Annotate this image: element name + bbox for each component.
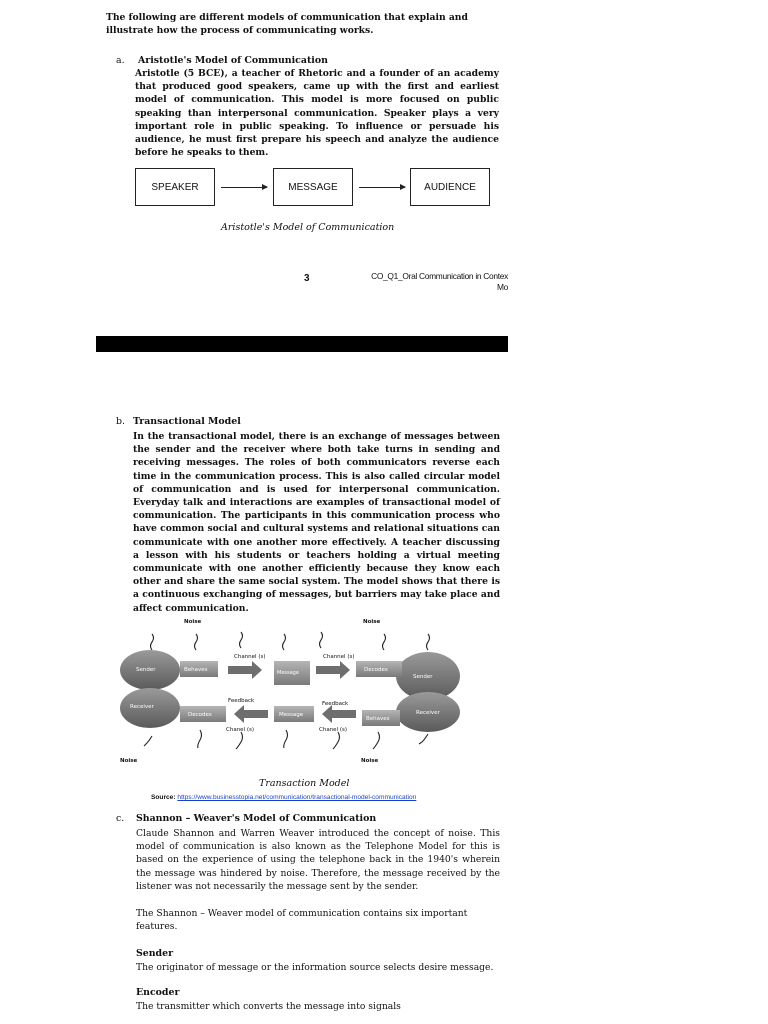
- section-c-title: Shannon – Weaver's Model of Communication: [136, 813, 377, 824]
- sender-label: Sender: [136, 667, 156, 673]
- feedback-label: Feedback: [228, 698, 255, 704]
- chanel-label: Chanel (s): [226, 727, 254, 733]
- decodes-label: Decodes: [188, 712, 212, 718]
- document-page-4: [96, 352, 508, 1024]
- noise-squiggle: [383, 634, 386, 650]
- noise-squiggle: [283, 634, 286, 650]
- receiver-label: Receiver: [416, 710, 440, 716]
- section-a-body: Aristotle (5 BCE), a teacher of Rhetoric and a founder of an academy that produced good speakers, came up with the first and earliest model of communication. This model is more focused on public speaking than interpersonal communication. Speaker plays a very important role in public speaking. To influence or persuade his audience, he must first prepare his speech and analyze the audience before he speaks to them.: [135, 68, 499, 159]
- section-a-label: a.: [116, 55, 125, 66]
- arrow-right-1: [228, 661, 262, 679]
- features-intro: The Shannon – Weaver model of communication contains six important features.: [136, 908, 468, 933]
- noise-label: Noise: [120, 758, 138, 764]
- section-a-caption: Aristotle's Model of Communication: [221, 222, 395, 233]
- noise-squiggle: [284, 730, 288, 748]
- term-sender-definition: The originator of message or the information source selects desire message.: [136, 962, 494, 973]
- noise-label: Noise: [361, 758, 379, 764]
- document-page-3: [96, 0, 508, 300]
- channel-label: Channel (s): [234, 654, 266, 660]
- term-encoder: Encoder: [136, 987, 180, 998]
- source-link[interactable]: https://www.businesstopia.net/communication/transactional-model-communication: [177, 794, 417, 801]
- source-line: [151, 794, 416, 801]
- noise-squiggle: [144, 736, 152, 746]
- noise-squiggle: [419, 734, 428, 744]
- feedback-label: Feedback: [322, 701, 349, 707]
- arrow-left-2: [322, 705, 356, 723]
- message-box: MESSAGE: [273, 168, 353, 206]
- footer-code: [371, 271, 508, 293]
- page-separator-bar: [96, 336, 508, 352]
- noise-squiggle: [427, 634, 430, 650]
- receiver-label: Receiver: [130, 704, 154, 710]
- arrow-speaker-message: [221, 187, 267, 188]
- page-number: 3: [304, 273, 310, 284]
- behaves-label: Behaves: [184, 667, 208, 673]
- noise-squiggle: [373, 732, 380, 749]
- message-label: Message: [277, 670, 299, 676]
- noise-squiggle: [151, 634, 154, 650]
- section-a-title: Aristotle's Model of Communication: [138, 55, 328, 66]
- section-a-heading: [116, 55, 328, 66]
- noise-squiggle: [195, 634, 198, 650]
- section-c-body: Claude Shannon and Warren Weaver introduced the concept of noise. This model of communication is also known as the Telephone Model for this is based on the experience of using the telephone back in the 1940's wherein the message was hindered by noise. Therefore, the message received by the listener was not necessarily the message sent by the sender.: [136, 828, 500, 892]
- section-b-heading: [116, 416, 241, 427]
- section-b-caption: Transaction Model: [259, 778, 350, 789]
- chanel-label: Chanel (s): [319, 727, 347, 733]
- message-label: Message: [279, 712, 304, 718]
- audience-box: AUDIENCE: [410, 168, 490, 206]
- footer-code-line1: CO_Q1_Oral Communication in Contex: [371, 271, 508, 281]
- behaves-label: Behaves: [366, 716, 390, 722]
- transactional-model-diagram: [116, 614, 461, 774]
- noise-label: Noise: [363, 619, 381, 625]
- noise-squiggle: [198, 730, 202, 748]
- term-sender: Sender: [136, 948, 174, 959]
- decodes-label: Decodes: [364, 667, 388, 673]
- term-encoder-definition: The transmitter which converts the message into signals: [136, 1001, 401, 1012]
- intro-paragraph: The following are different models of communication that explain and illustrate how the process of communicating works.: [106, 12, 468, 37]
- sender-label: Sender: [413, 674, 433, 680]
- section-b-label: b.: [116, 416, 125, 427]
- noise-squiggle: [240, 632, 243, 648]
- source-label: Source:: [151, 794, 176, 801]
- noise-squiggle: [236, 732, 243, 749]
- section-c-label: c.: [116, 813, 125, 824]
- aristotle-diagram: [135, 168, 491, 210]
- section-c-heading: [116, 813, 376, 824]
- noise-squiggle: [320, 632, 323, 648]
- footer-code-line2: Mo: [496, 282, 508, 292]
- arrow-right-2: [316, 661, 350, 679]
- speaker-box: SPEAKER: [135, 168, 215, 206]
- channel-label: Channel (s): [323, 654, 355, 660]
- section-b-body: In the transactional model, there is an exchange of messages between the sender and the receiver where both take turns in sending and receiving messages. The roles of both communicators reverse each time in the communication process. This is also called circular model of communication and is used for interpersonal communication. Everyday talk and interactions are examples of transactional model of communication. The participants in this communication process who have common social and cultural systems and relational situations can communicate with one another more effectively. A teacher discussing a lesson with his students or teachers holding a virtual meeting communicate with one another efficiently because they know each other and share the same social system. The model shows that there is a continuous exchanging of messages, but barriers may take place and affect communication.: [133, 431, 500, 614]
- noise-squiggle: [333, 732, 340, 749]
- arrow-left-1: [234, 705, 268, 723]
- arrow-message-audience: [359, 187, 405, 188]
- noise-label: Noise: [184, 619, 202, 625]
- section-b-title: Transactional Model: [133, 416, 241, 427]
